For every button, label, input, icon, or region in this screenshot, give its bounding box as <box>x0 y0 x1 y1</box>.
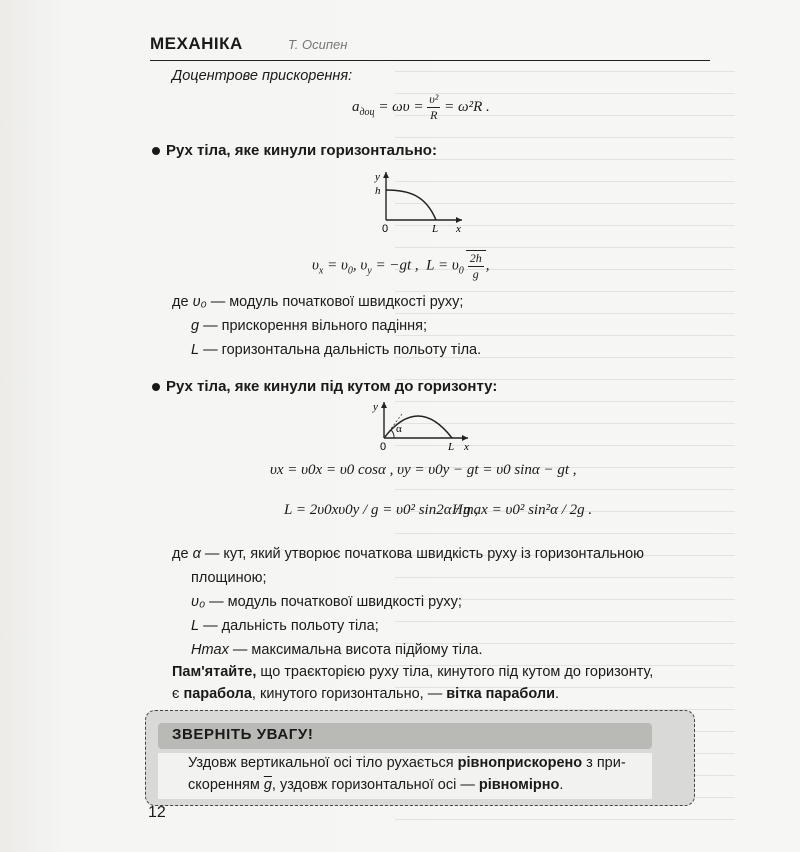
origin-label: 0 <box>382 223 389 234</box>
def-prefix: де <box>172 294 189 310</box>
a1a: Уздовж вертикальної осі тіло рухається <box>188 755 458 771</box>
fa-rest-sub: 0 <box>347 265 353 277</box>
fa-sub: x <box>318 265 324 277</box>
fc-end: , <box>485 257 490 274</box>
horizontal-heading: Рух тіла, яке кинули горизонтально: <box>152 142 437 159</box>
angled-heading: Рух тіла, яке кинули під кутом до горизонту: <box>152 378 497 395</box>
page-number: 12 <box>148 804 166 821</box>
fc: L = υ <box>426 257 459 274</box>
formula-mid: = ωυ = <box>378 98 424 115</box>
attention-header <box>158 723 652 749</box>
sqrt-num: 2h <box>469 251 482 265</box>
remember-line-1 <box>172 664 653 680</box>
x-label: x <box>456 223 461 234</box>
def-sym: L <box>191 618 200 634</box>
angle-arc <box>391 430 394 438</box>
page-header <box>150 34 710 61</box>
trajectory-curve <box>386 190 436 220</box>
sqrt-den: g <box>472 267 479 281</box>
h-label: h <box>375 185 381 197</box>
x-label: x <box>464 441 469 452</box>
fa-rest: = υ <box>327 257 348 274</box>
def-prefix: де <box>172 546 189 562</box>
fc-sub: 0 <box>458 265 464 277</box>
a1c: з при- <box>582 755 626 771</box>
angled-trajectory-graph <box>368 398 478 452</box>
def-text: — кут, який утворює початкова швидкість руху із горизонтальною <box>204 546 645 562</box>
attention-title: ЗВЕРНІТЬ УВАГУ! <box>172 726 314 743</box>
attention-line-1 <box>188 755 626 771</box>
def-text: — модуль початкової швидкості руху; <box>209 594 462 610</box>
a2a: скоренням <box>188 777 264 793</box>
def-sym: υ₀ <box>191 594 206 610</box>
centripetal-formula <box>352 92 490 123</box>
def-sym: Hmax <box>191 642 229 658</box>
a-def-0 <box>172 546 644 562</box>
def-sym: υ₀ <box>192 294 207 310</box>
formula-end: = ω²R . <box>444 98 490 115</box>
def-text: — модуль початкової швидкості руху; <box>210 294 464 310</box>
y-arrow <box>381 402 387 408</box>
def-sym: α <box>192 546 201 562</box>
a2c: рівномірно <box>478 777 560 793</box>
formula-a: a <box>352 98 360 115</box>
horizontal-formula <box>312 250 489 282</box>
r2c: , кинутого горизонтально, — <box>251 686 447 702</box>
y-label: y <box>375 171 380 183</box>
h-def-0 <box>172 294 463 310</box>
h-def-1 <box>191 318 427 334</box>
a2d: . <box>559 777 564 793</box>
fb-sub: y <box>367 265 372 277</box>
fraction <box>427 92 440 123</box>
r2e: . <box>554 686 560 702</box>
L-label: L <box>448 441 455 452</box>
def-text: — горизонтальна дальність польоту тіла. <box>203 342 482 358</box>
sqrt <box>466 250 486 282</box>
alpha-label: α <box>396 423 402 435</box>
remember-bold: Пам'ятайте, <box>172 664 257 680</box>
a-def-4 <box>191 642 483 658</box>
remember-rest: що траєкторією руху тіла, кинутого під кутом до горизонту, <box>256 664 654 680</box>
a2b: , уздовж горизонтальної осі — <box>271 777 479 793</box>
a-def-1: площиною; <box>191 570 267 586</box>
horizontal-trajectory-graph <box>370 168 470 234</box>
def-text: — дальність польоту тіла; <box>203 618 379 634</box>
def-text: — максимальна висота підйому тіла. <box>232 642 483 658</box>
h-def-2 <box>191 342 481 358</box>
def-text: — прискорення вільного падіння; <box>203 318 428 334</box>
velocity-formula: υx = υ0x = υ0 cosα , υy = υ0y − gt = υ0 sinα − gt , <box>270 462 577 478</box>
origin-label: 0 <box>380 441 387 452</box>
a1b: рівноприскорено <box>457 755 583 771</box>
height-formula: Hmax = υ0² sin²α / 2g . <box>452 502 593 518</box>
frac-den: R <box>430 108 438 122</box>
y-arrow <box>383 172 389 178</box>
L-label: L <box>432 223 439 234</box>
r2a: є <box>172 686 184 702</box>
formula-sub: доц <box>359 106 375 118</box>
frac-num: υ² <box>429 92 439 106</box>
range-formula: L = 2υ0xυ0y / g = υ0² sin2α / g , <box>284 502 479 518</box>
r2d: вітка параболи <box>446 686 555 702</box>
def-sym: g <box>191 318 200 334</box>
fb: , υ <box>352 257 368 274</box>
remember-line-2 <box>172 686 559 702</box>
fa: υ <box>312 257 319 274</box>
a-def-2 <box>191 594 462 610</box>
fb-rest: = −gt , <box>375 257 419 274</box>
section-title: МЕХАНІКА <box>150 34 243 53</box>
r2b: парабола <box>183 686 252 702</box>
attention-line-2 <box>188 777 563 793</box>
y-label: y <box>373 401 378 413</box>
attention-body <box>158 753 652 799</box>
sqrt-frac <box>468 251 484 282</box>
centripetal-label: Доцентрове прискорення: <box>172 68 353 84</box>
author-name: Т. Осипен <box>288 37 348 52</box>
def-sym: L <box>191 342 200 358</box>
attention-box <box>145 710 695 806</box>
a-def-3 <box>191 618 379 634</box>
g-vector: $\overline{g}$ <box>263 777 272 793</box>
